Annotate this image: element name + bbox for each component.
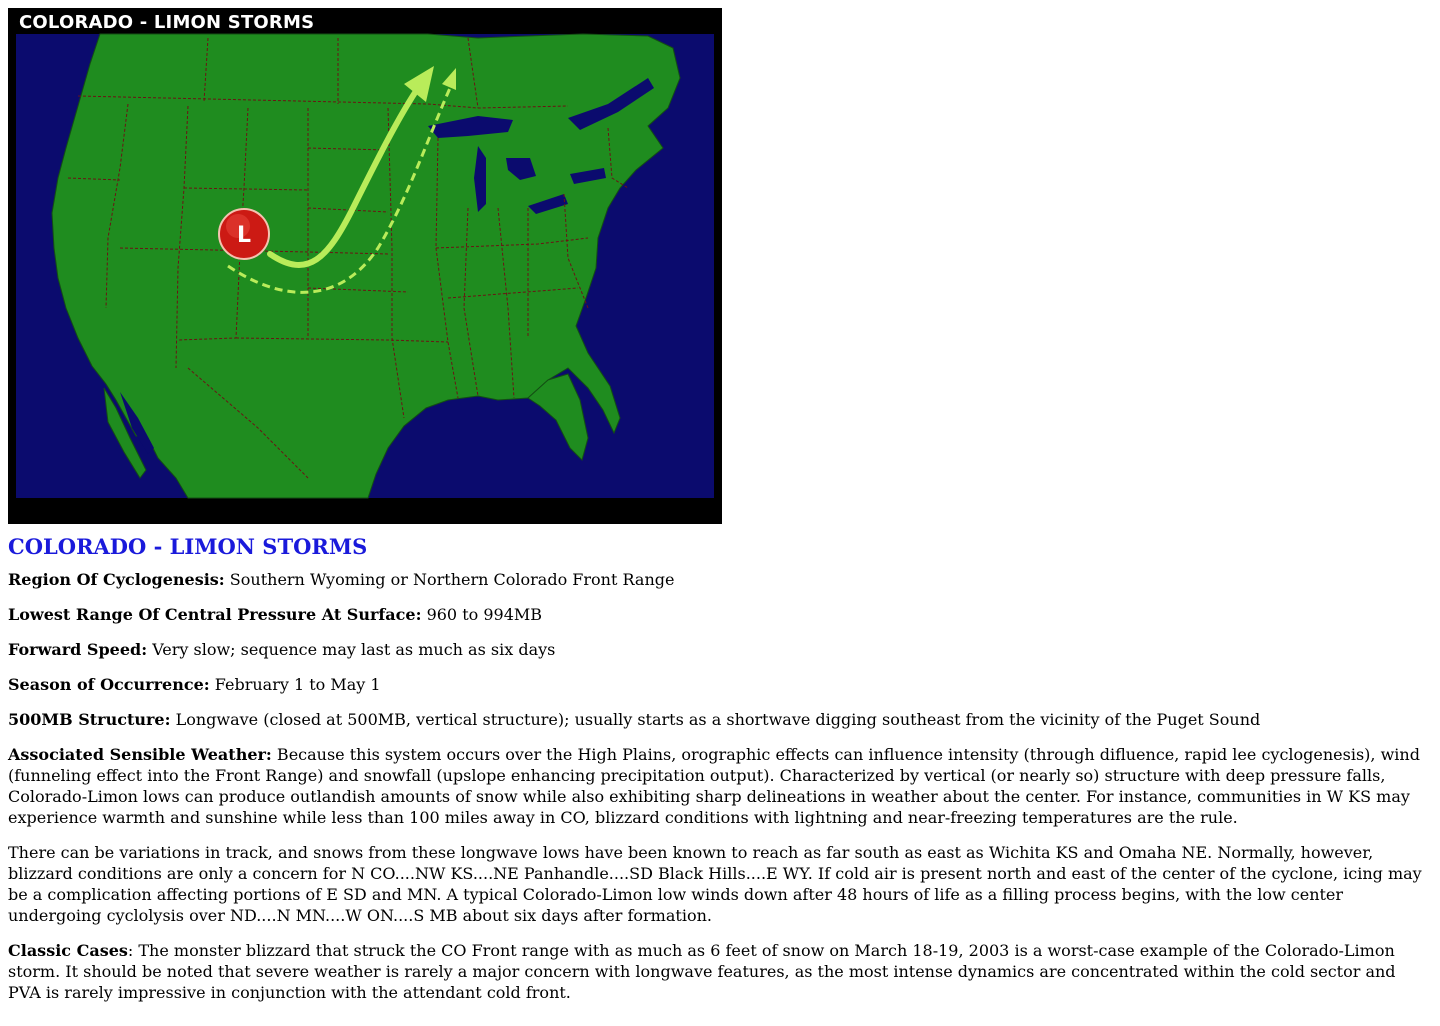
us-map <box>8 8 722 524</box>
variations-paragraph: There can be variations in track, and snows from these longwave lows have been known to reach as far south as east as Wichita KS and Omaha NE. Normally, however, blizzard conditions are only a concern for N CO....NW KS....NE Panhandle....SD Black Hills....E WY. If cold air is present north and east of the center of the cyclone, icing may be a complication affecting portions of E SD and MN. A typical Colorado-Limon low winds down after 48 hours of life as a filling process begins, with the low center undergoing cyclolysis over ND....N MN....W ON....S MB about six days after formation. <box>8 843 1422 925</box>
region-label: Region Of Cyclogenesis: <box>8 570 225 589</box>
pressure-label: Lowest Range Of Central Pressure At Surface: <box>8 605 422 624</box>
structure-paragraph <box>8 709 1433 730</box>
low-marker-label: L <box>236 223 252 248</box>
structure-label: 500MB Structure: <box>8 710 171 729</box>
structure-value: Longwave (closed at 500MB, vertical structure); usually starts as a shortwave digging southeast from the vicinity of the Puget Sound <box>170 710 1261 729</box>
speed-paragraph <box>8 639 1433 660</box>
speed-value: Very slow; sequence may last as much as six days <box>147 640 556 659</box>
weather-paragraph <box>8 744 1433 828</box>
weather-value: Because this system occurs over the High Plains, orographic effects can influence intensity (through difluence, rapid lee cyclogenesis), wind (funneling effect into the Front Range) and snowfall (upslope enhancing precipitation output). Characterized by vertical (or nearly so) structure with deep pressure falls, Colorado-Limon lows can produce outlandish amounts of snow while also exhibiting sharp delineations in weather about the center. For instance, communities in W KS may experience warmth and sunshine while less than 100 miles away in CO, blizzard conditions with lightning and near-freezing temperatures are the rule. <box>8 745 1420 827</box>
storm-map-image <box>8 8 722 524</box>
weather-label: Associated Sensible Weather: <box>8 745 272 764</box>
classic-paragraph <box>8 940 1433 1003</box>
page-title: COLORADO - LIMON STORMS <box>8 534 368 559</box>
classic-label: Classic Cases <box>8 941 128 960</box>
season-value: February 1 to May 1 <box>209 675 381 694</box>
speed-label: Forward Speed: <box>8 640 148 659</box>
region-value: Southern Wyoming or Northern Colorado Front Range <box>224 570 675 589</box>
map-caption: COLORADO - LIMON STORMS <box>19 12 315 33</box>
pressure-paragraph <box>8 604 1433 625</box>
low-pressure-icon <box>219 209 269 259</box>
pressure-value: 960 to 994MB <box>421 605 543 624</box>
season-paragraph <box>8 674 1433 695</box>
season-label: Season of Occurrence: <box>8 675 210 694</box>
region-paragraph <box>8 569 1433 590</box>
classic-value: : The monster blizzard that struck the CO Front range with as much as 6 feet of snow on March 18-19, 2003 is a worst-case example of the Colorado-Limon storm. It should be noted that severe weather is rarely a major concern with longwave features, as the most intense dynamics are concentrated within the cold sector and PVA is rarely impressive in conjunction with the attendant cold front. <box>8 941 1396 1002</box>
